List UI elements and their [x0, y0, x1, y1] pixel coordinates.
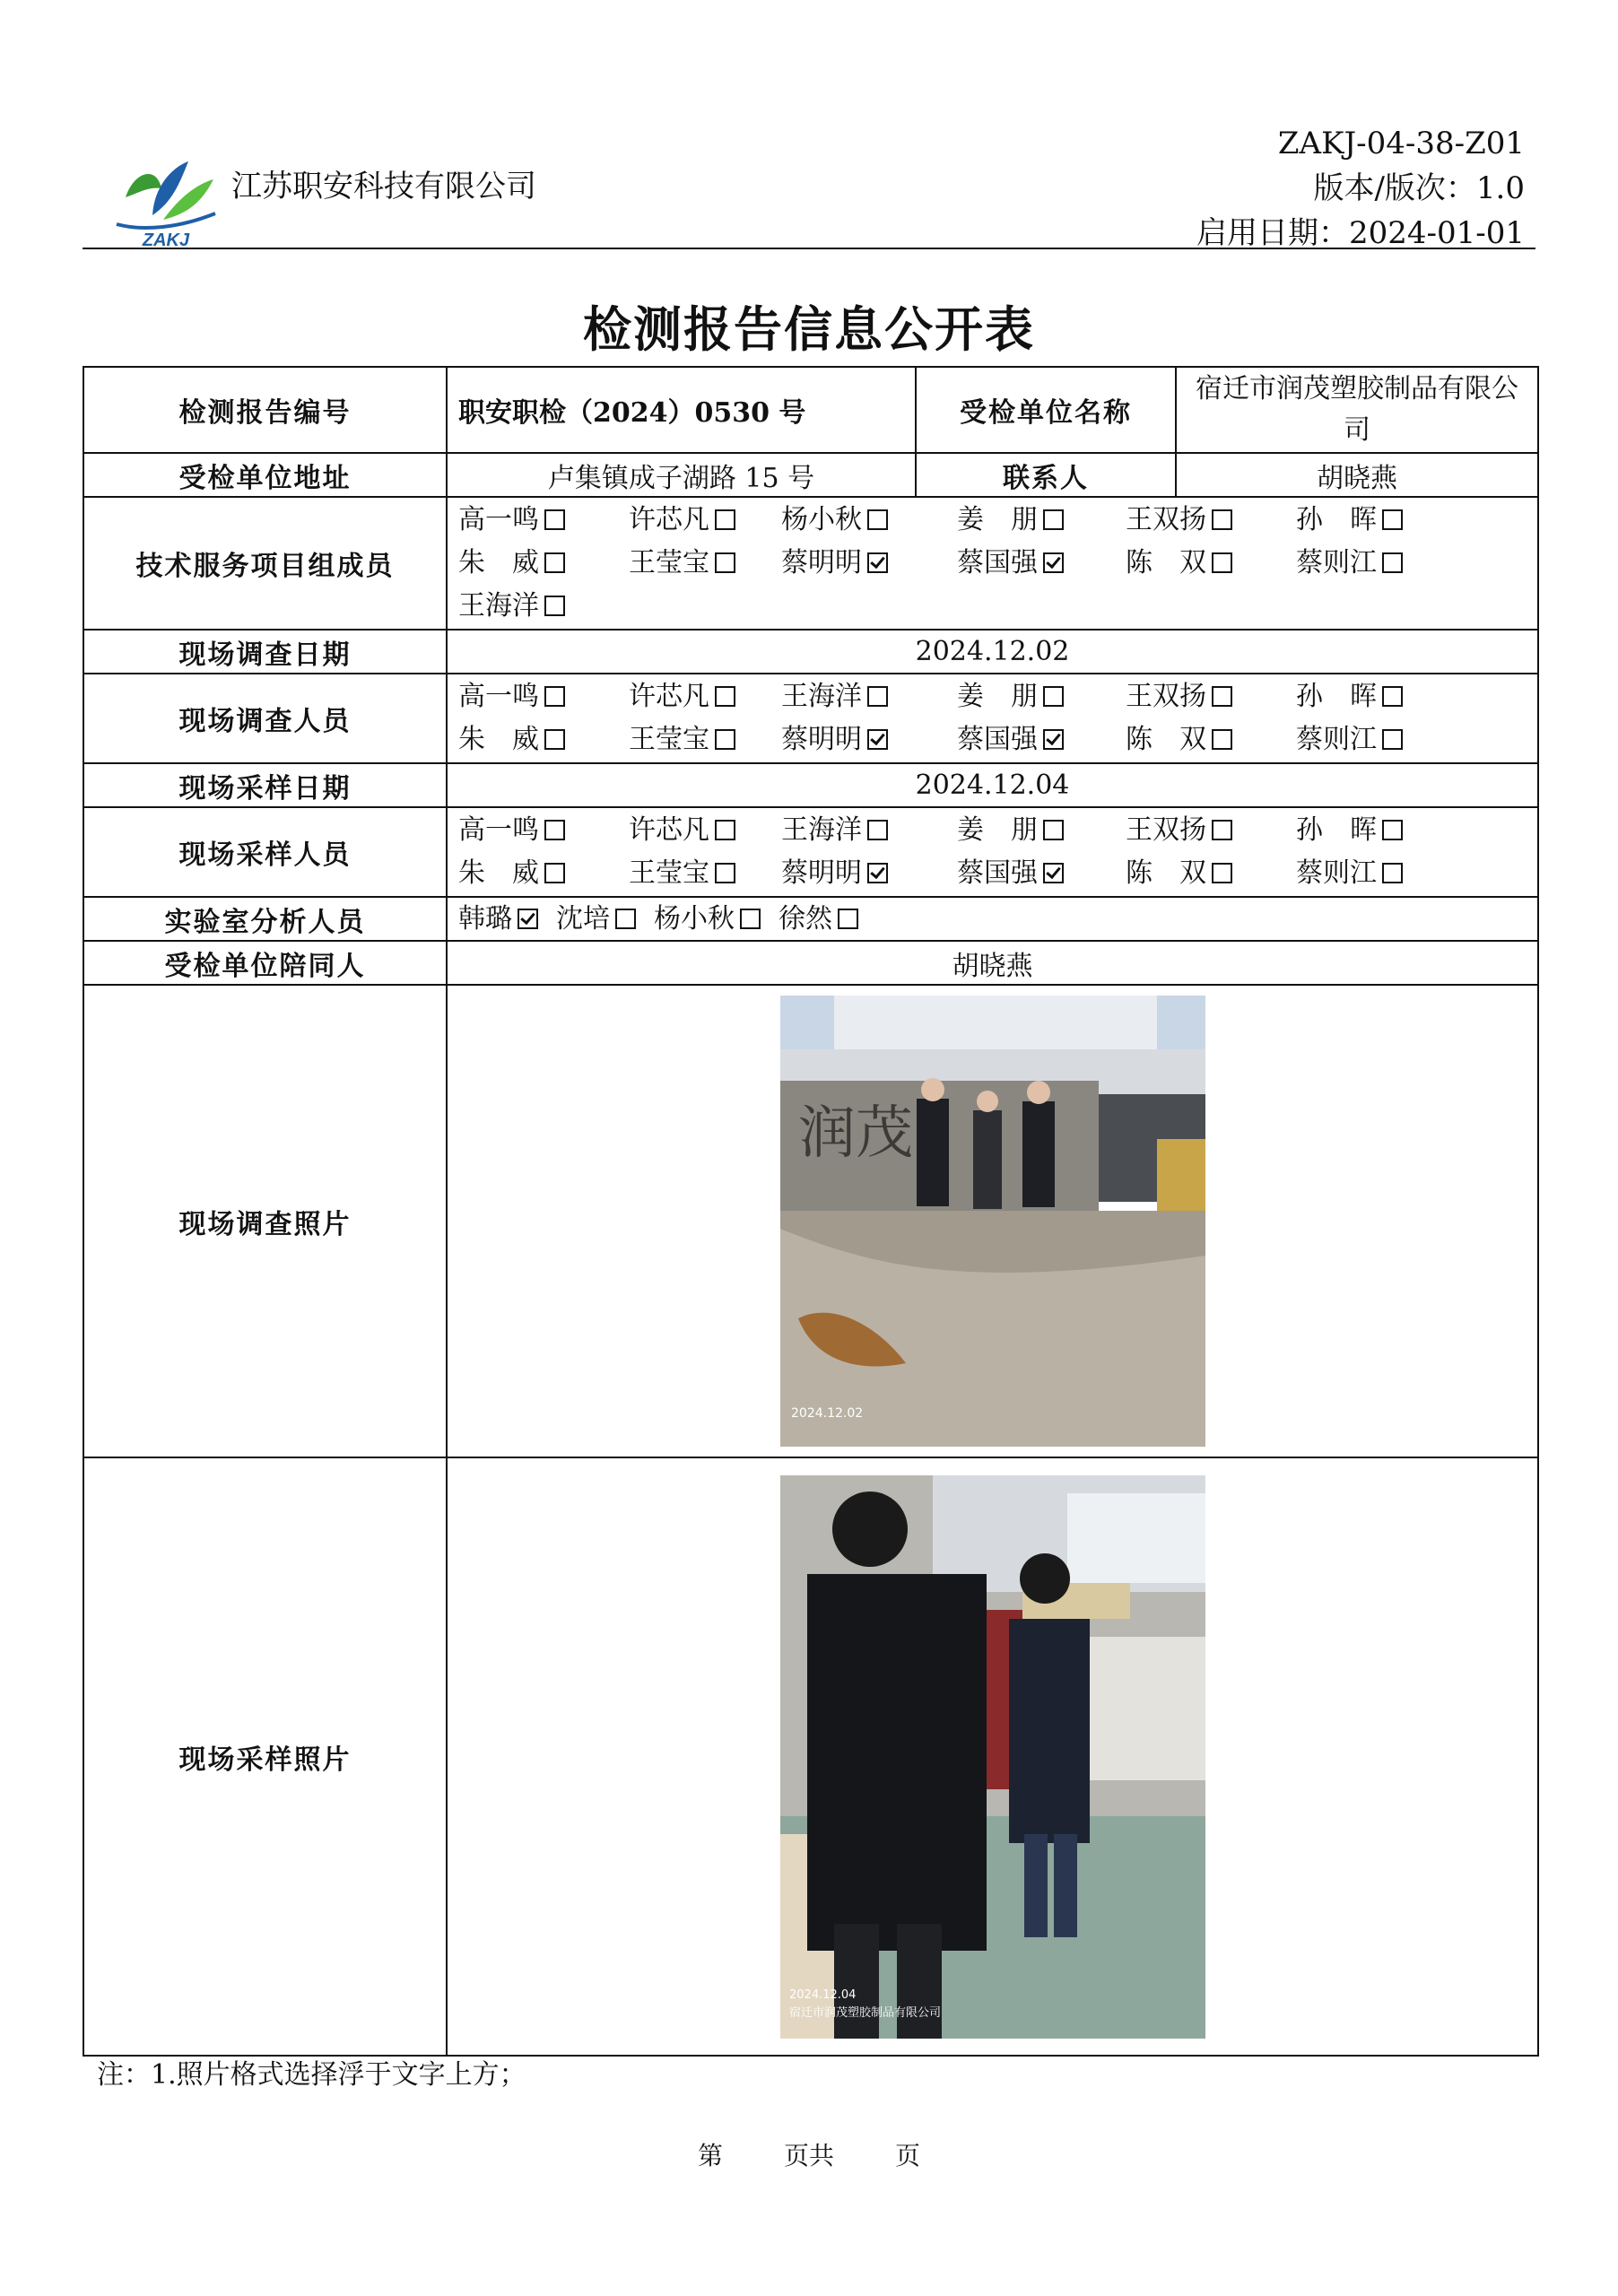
person-item — [1296, 678, 1448, 716]
person-item — [1296, 721, 1448, 759]
footnote: 注：1.照片格式选择浮于文字上方； — [97, 2059, 526, 2091]
unit-name-label: 受检单位名称 — [916, 367, 1176, 453]
page-title: 检测报告信息公开表 — [583, 300, 1035, 358]
survey-photo-cell — [447, 985, 1538, 1457]
person-name: 孙 晖 — [1296, 681, 1377, 712]
row-escort — [83, 941, 1538, 985]
person-name: 王莹宝 — [629, 547, 709, 578]
person-item — [458, 678, 629, 716]
checked-checkbox[interactable] — [867, 729, 888, 750]
survey-date-value: 2024.12.02 — [447, 630, 1538, 674]
person-item — [629, 544, 781, 582]
survey-photo-stamp: 2024.12.02 — [790, 1406, 863, 1421]
doc-effective-date: 启用日期：2024-01-01 — [1196, 215, 1525, 251]
unchecked-checkbox[interactable] — [1382, 552, 1403, 573]
survey-date-label: 现场调查日期 — [83, 630, 447, 674]
person-name: 蔡则江 — [1296, 857, 1377, 889]
unchecked-checkbox[interactable] — [1212, 552, 1232, 573]
page-footer — [0, 2136, 1618, 2172]
unchecked-checkbox[interactable] — [1212, 820, 1232, 840]
person-item — [781, 501, 957, 539]
contact-value: 胡晓燕 — [1176, 453, 1538, 497]
unchecked-checkbox[interactable] — [1382, 509, 1403, 530]
person-name: 陈 双 — [1126, 547, 1206, 578]
person-item — [629, 721, 781, 759]
row-sampling-staff — [83, 807, 1538, 897]
person-item — [458, 501, 629, 539]
person-item — [781, 812, 957, 849]
page-of-label: 页共 — [783, 2141, 834, 2170]
sampling-photo-cell — [447, 1457, 1538, 2056]
person-name: 王海洋 — [458, 590, 539, 622]
person-item — [629, 855, 781, 892]
header-divider — [83, 248, 1535, 249]
person-item — [458, 855, 629, 892]
logo-leaf-left — [126, 174, 161, 197]
person-item — [781, 544, 957, 582]
row-sampling-photo — [83, 1457, 1538, 2056]
person-item — [1296, 544, 1448, 582]
person-name: 朱 威 — [458, 857, 539, 889]
person-name: 蔡明明 — [781, 547, 862, 578]
sampling-photo — [780, 1475, 1205, 2039]
survey-staff-label: 现场调查人员 — [83, 674, 447, 763]
escort-value: 胡晓燕 — [447, 941, 1538, 985]
unchecked-checkbox[interactable] — [867, 820, 888, 840]
row-survey-staff — [83, 674, 1538, 763]
survey-staff-list — [458, 674, 1527, 762]
report-no-value: 职安职检（2024）0530 号 — [447, 367, 916, 453]
person-name: 王双扬 — [1126, 681, 1206, 712]
contact-label: 联系人 — [916, 453, 1176, 497]
person-name: 高一鸣 — [458, 814, 539, 846]
company-name: 江苏职安科技有限公司 — [231, 169, 536, 204]
sampling-staff-list — [458, 808, 1527, 896]
doc-meta — [1196, 121, 1525, 256]
person-item — [556, 900, 636, 938]
person-name: 蔡国强 — [957, 857, 1038, 889]
person-item — [1126, 544, 1296, 582]
person-name: 沈培 — [556, 902, 610, 935]
checked-checkbox[interactable] — [1043, 552, 1064, 573]
unchecked-checkbox[interactable] — [544, 596, 565, 616]
unchecked-checkbox[interactable] — [1043, 509, 1064, 530]
unchecked-checkbox[interactable] — [838, 909, 858, 929]
person-name: 朱 威 — [458, 547, 539, 578]
logo-swoosh — [117, 213, 215, 228]
unchecked-checkbox[interactable] — [715, 729, 735, 750]
person-name: 许芯凡 — [629, 504, 709, 535]
person-name: 徐然 — [779, 902, 832, 935]
person-name: 姜 朋 — [957, 681, 1038, 712]
unchecked-checkbox[interactable] — [715, 820, 735, 840]
unchecked-checkbox[interactable] — [544, 820, 565, 840]
team-cell — [447, 497, 1538, 630]
checked-checkbox[interactable] — [1043, 863, 1064, 883]
person-item — [779, 900, 858, 938]
lab-label: 实验室分析人员 — [83, 897, 447, 941]
sampling-photo-caption: 宿迁市润茂塑胶制品有限公司 — [788, 2005, 941, 2020]
person-item — [957, 812, 1126, 849]
unchecked-checkbox[interactable] — [715, 686, 735, 707]
unchecked-checkbox[interactable] — [1212, 863, 1232, 883]
survey-photo-label: 现场调查照片 — [83, 985, 447, 1457]
person-name: 高一鸣 — [458, 681, 539, 712]
page-label: 第 — [697, 2141, 723, 2170]
unchecked-checkbox[interactable] — [1043, 686, 1064, 707]
sampling-date-label: 现场采样日期 — [83, 763, 447, 807]
person-name: 许芯凡 — [629, 681, 709, 712]
survey-staff-cell — [447, 674, 1538, 763]
person-item — [781, 855, 957, 892]
person-name: 蔡明明 — [781, 724, 862, 755]
row-survey-photo — [83, 985, 1538, 1457]
person-item — [957, 678, 1126, 716]
person-name: 韩璐 — [458, 902, 512, 935]
unchecked-checkbox[interactable] — [544, 509, 565, 530]
person-item — [654, 900, 761, 938]
row-report-no — [83, 367, 1538, 453]
doc-version: 版本/版次：1.0 — [1313, 170, 1525, 206]
checked-checkbox[interactable] — [1043, 729, 1064, 750]
person-item — [1296, 855, 1448, 892]
person-item — [781, 721, 957, 759]
person-name: 杨小秋 — [781, 504, 862, 535]
unchecked-checkbox[interactable] — [544, 686, 565, 707]
person-name: 王双扬 — [1126, 504, 1206, 535]
address-label: 受检单位地址 — [83, 453, 447, 497]
person-item — [458, 721, 629, 759]
survey-photo — [780, 996, 1205, 1447]
person-item — [1126, 501, 1296, 539]
sampling-date-value: 2024.12.04 — [447, 763, 1538, 807]
unchecked-checkbox[interactable] — [1212, 729, 1232, 750]
unchecked-checkbox[interactable] — [867, 686, 888, 707]
person-item — [458, 812, 629, 849]
unchecked-checkbox[interactable] — [715, 509, 735, 530]
person-item — [1126, 721, 1296, 759]
person-name: 蔡则江 — [1296, 724, 1377, 755]
sampling-staff-label: 现场采样人员 — [83, 807, 447, 897]
checked-checkbox[interactable] — [518, 909, 538, 929]
unchecked-checkbox[interactable] — [1212, 686, 1232, 707]
person-item — [957, 721, 1126, 759]
unchecked-checkbox[interactable] — [1043, 820, 1064, 840]
checked-checkbox[interactable] — [867, 552, 888, 573]
person-name: 王莹宝 — [629, 857, 709, 889]
unchecked-checkbox[interactable] — [867, 509, 888, 530]
person-item — [957, 855, 1126, 892]
row-address — [83, 453, 1538, 497]
person-name: 陈 双 — [1126, 857, 1206, 889]
person-name: 王莹宝 — [629, 724, 709, 755]
person-name: 孙 晖 — [1296, 814, 1377, 846]
row-lab — [83, 897, 1538, 941]
person-item — [629, 501, 781, 539]
unchecked-checkbox[interactable] — [544, 729, 565, 750]
logo-text: ZAKJ — [142, 230, 190, 250]
person-name: 王海洋 — [781, 814, 862, 846]
person-name: 蔡则江 — [1296, 547, 1377, 578]
person-name: 高一鸣 — [458, 504, 539, 535]
person-name: 朱 威 — [458, 724, 539, 755]
team-list — [458, 498, 1527, 629]
person-item — [1126, 812, 1296, 849]
unchecked-checkbox[interactable] — [715, 863, 735, 883]
person-item — [629, 678, 781, 716]
unchecked-checkbox[interactable] — [1212, 509, 1232, 530]
person-name: 杨小秋 — [654, 902, 735, 935]
person-item — [629, 812, 781, 849]
person-name: 王双扬 — [1126, 814, 1206, 846]
person-item — [1296, 812, 1448, 849]
doc-code: ZAKJ-04-38-Z01 — [1277, 126, 1525, 161]
pages-label: 页 — [895, 2141, 921, 2170]
person-name: 姜 朋 — [957, 814, 1038, 846]
person-name: 蔡国强 — [957, 724, 1038, 755]
sampling-photo-label: 现场采样照片 — [83, 1457, 447, 2056]
sampling-photo-stamp: 2024.12.04 — [788, 1987, 856, 2002]
person-item — [781, 678, 957, 716]
unchecked-checkbox[interactable] — [1382, 863, 1403, 883]
person-name: 孙 晖 — [1296, 504, 1377, 535]
person-item — [1126, 678, 1296, 716]
person-name: 姜 朋 — [957, 504, 1038, 535]
person-item — [957, 544, 1126, 582]
row-survey-date — [83, 630, 1538, 674]
team-label: 技术服务项目组成员 — [83, 497, 447, 630]
report-no-label: 检测报告编号 — [83, 367, 447, 453]
person-name: 许芯凡 — [629, 814, 709, 846]
person-item — [458, 587, 629, 625]
escort-label: 受检单位陪同人 — [83, 941, 447, 985]
row-team — [83, 497, 1538, 630]
person-item — [458, 900, 538, 938]
person-name: 王海洋 — [781, 681, 862, 712]
person-item — [1296, 501, 1448, 539]
unit-name-value: 宿迁市润茂塑胶制品有限公司 — [1176, 367, 1538, 453]
unchecked-checkbox[interactable] — [1382, 686, 1403, 707]
person-name: 蔡明明 — [781, 857, 862, 889]
unchecked-checkbox[interactable] — [1382, 729, 1403, 750]
unchecked-checkbox[interactable] — [1382, 820, 1403, 840]
unchecked-checkbox[interactable] — [615, 909, 636, 929]
checked-checkbox[interactable] — [867, 863, 888, 883]
unchecked-checkbox[interactable] — [544, 863, 565, 883]
person-item — [957, 501, 1126, 539]
lab-staff-list — [458, 900, 1527, 938]
row-sampling-date — [83, 763, 1538, 807]
unchecked-checkbox[interactable] — [715, 552, 735, 573]
person-name: 蔡国强 — [957, 547, 1038, 578]
report-info-table — [83, 366, 1539, 2057]
person-item — [458, 544, 629, 582]
sampling-staff-cell — [447, 807, 1538, 897]
address-value: 卢集镇成子湖路 15 号 — [447, 453, 916, 497]
unchecked-checkbox[interactable] — [544, 552, 565, 573]
person-item — [1126, 855, 1296, 892]
lab-cell — [447, 897, 1538, 941]
sign-text: 润茂 — [797, 1100, 913, 1167]
person-name: 陈 双 — [1126, 724, 1206, 755]
unchecked-checkbox[interactable] — [740, 909, 761, 929]
company-logo — [108, 135, 224, 251]
